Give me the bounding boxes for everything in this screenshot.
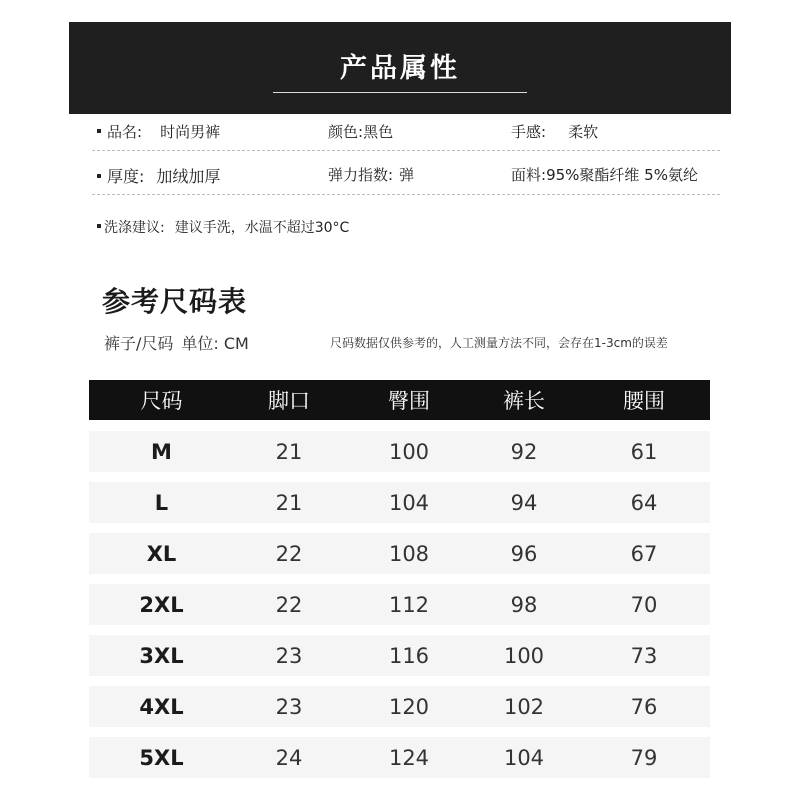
- cell-waist: 61: [630, 439, 658, 464]
- attr-wash-label: 洗涤建议:: [104, 220, 165, 236]
- cell-hip: 104: [388, 490, 430, 515]
- cell-size: 4XL: [139, 694, 184, 719]
- header-cell-hip: 臀围: [388, 389, 430, 413]
- cell-hip: 116: [388, 643, 430, 668]
- attr-wash: [97, 217, 349, 237]
- attr-thickness-value: 加绒加厚: [156, 167, 221, 186]
- unit-value: 单位: CM: [181, 334, 249, 353]
- dashed-divider: [92, 150, 720, 151]
- attr-fabric: [511, 164, 698, 185]
- attr-elasticity: [328, 164, 414, 185]
- cell-size: L: [154, 490, 169, 515]
- dashed-divider: [92, 194, 720, 195]
- attr-thickness-label: 厚度:: [107, 167, 145, 186]
- cell-hem: 24: [275, 745, 303, 770]
- table-row: [89, 737, 710, 778]
- header-cell-waist: 腰围: [623, 389, 665, 413]
- cell-length: 94: [510, 490, 538, 515]
- cell-hem: 22: [275, 541, 303, 566]
- cell-hip: 108: [388, 541, 430, 566]
- cell-waist: 67: [630, 541, 658, 566]
- cell-hip: 120: [388, 694, 430, 719]
- cell-hem: 23: [275, 694, 303, 719]
- product-attributes-header: [69, 22, 731, 114]
- cell-hip: 124: [388, 745, 430, 770]
- header-cell-size: 尺码: [140, 389, 183, 413]
- attr-feel: [511, 121, 598, 142]
- cell-hip: 112: [388, 592, 430, 617]
- size-table-header: [89, 380, 710, 420]
- attr-color-value: 黑色: [363, 123, 394, 141]
- table-row: [89, 482, 710, 523]
- header-underline: [273, 92, 527, 93]
- cell-waist: 70: [630, 592, 658, 617]
- size-chart-title: 参考尺码表: [102, 285, 248, 318]
- cell-hem: 21: [275, 490, 303, 515]
- cell-size: M: [151, 439, 172, 464]
- cell-length: 104: [503, 745, 545, 770]
- table-row: [89, 584, 710, 625]
- cell-length: 92: [510, 439, 538, 464]
- attr-thickness: [97, 164, 220, 187]
- attr-fabric-label: 面料:: [511, 166, 547, 184]
- table-row: [89, 635, 710, 676]
- header-cell-hem: 脚口: [268, 389, 310, 413]
- attr-name-value: 时尚男裤: [160, 123, 221, 141]
- bullet-icon: [97, 224, 101, 228]
- cell-size: XL: [146, 541, 177, 566]
- cell-hem: 23: [275, 643, 303, 668]
- cell-size: 5XL: [139, 745, 184, 770]
- header-title: 产品属性: [340, 53, 460, 84]
- cell-length: 102: [503, 694, 545, 719]
- attr-feel-value: 柔软: [568, 123, 599, 141]
- cell-waist: 73: [630, 643, 658, 668]
- cell-length: 98: [510, 592, 538, 617]
- attr-elasticity-label: 弹力指数:: [328, 166, 394, 184]
- bullet-icon: [97, 129, 101, 133]
- table-row: [89, 431, 710, 472]
- attr-color-label: 颜色:: [328, 123, 364, 141]
- attr-wash-value: 建议手洗，水温不超过30°C: [174, 220, 350, 236]
- attr-elasticity-value: 弹: [399, 166, 415, 184]
- cell-waist: 64: [630, 490, 658, 515]
- unit-label: 裤子/尺码: [104, 334, 174, 353]
- cell-size: 3XL: [139, 643, 184, 668]
- table-row: [89, 686, 710, 727]
- table-row: [89, 533, 710, 574]
- attr-name: [97, 121, 220, 142]
- bullet-icon: [97, 174, 101, 178]
- cell-length: 96: [510, 541, 538, 566]
- cell-hem: 22: [275, 592, 303, 617]
- attr-color: [328, 121, 393, 142]
- size-chart-note: 尺码数据仅供参考的，人工测量方法不同，会存在1-3cm的误差: [330, 336, 668, 350]
- cell-waist: 79: [630, 745, 658, 770]
- cell-hip: 100: [388, 439, 430, 464]
- cell-length: 100: [503, 643, 545, 668]
- attr-name-label: 品名:: [107, 123, 143, 141]
- cell-waist: 76: [630, 694, 658, 719]
- attr-fabric-value: 95%聚酯纤维 5%氨纶: [546, 166, 698, 184]
- header-cell-length: 裤长: [503, 389, 545, 413]
- size-chart-unit: [104, 331, 249, 354]
- attr-feel-label: 手感:: [511, 123, 547, 141]
- cell-hem: 21: [275, 439, 303, 464]
- cell-size: 2XL: [139, 592, 184, 617]
